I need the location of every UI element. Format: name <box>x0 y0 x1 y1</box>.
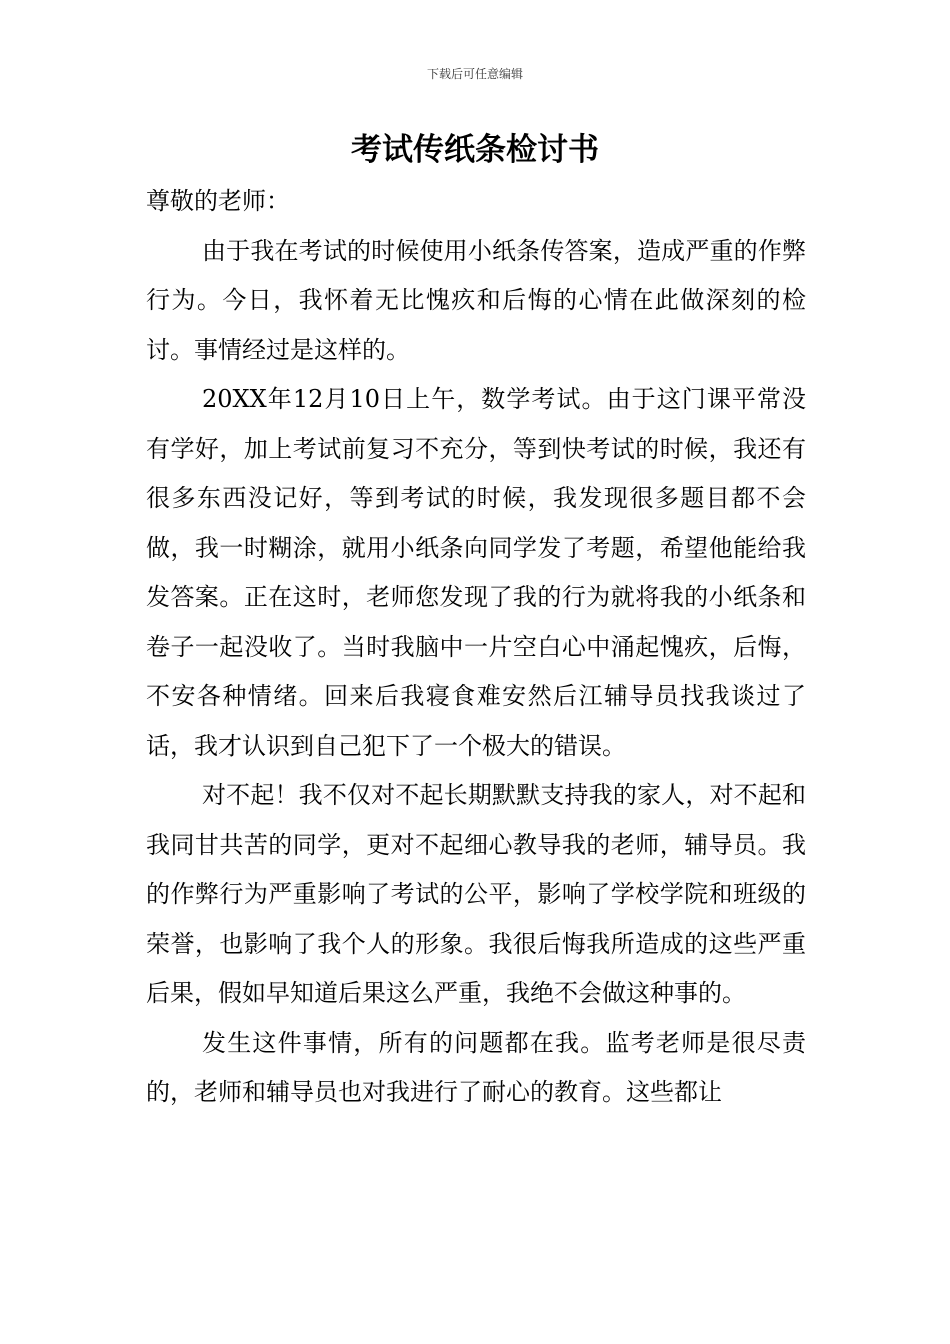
salutation: 尊敬的老师： <box>146 187 290 215</box>
paragraph-2: 20XX年12月10日上午，数学考试。由于这门课平常没有学好，加上考试前复习不充分，等到快考试的时候，我还有很多东西没记好，等到考试的时候，我发现很多题目都不会做，我一时糊涂，就用小纸条向同学发了考题，希望他能给我发答案。正在这时，老师您发现了我的行为就将我的小纸条和卷子一起没收了。当时我脑中一片空白心中涌起愧疚，后悔，不安各种情绪。回来后我寝食难安然后江辅导员找我谈过了话，我才认识到自己犯下了一个极大的错误。 <box>146 385 806 760</box>
document-title: 考试传纸条检讨书 <box>351 132 599 168</box>
paragraph-3: 对不起！我不仅对不起长期默默支持我的家人，对不起和我同甘共苦的同学，更对不起细心教导我的老师，辅导员。我的作弊行为严重影响了考试的公平，影响了学校学院和班级的荣誉，也影响了我个人的形象。我很后悔我所造成的这些严重后果，假如早知道后果这么严重，我绝不会做这种事的。 <box>146 781 806 1007</box>
paragraph-4: 发生这件事情，所有的问题都在我。监考老师是很尽责的，老师和辅导员也对我进行了耐心的教育。这些都让 <box>146 1028 806 1106</box>
paragraph-1: 由于我在考试的时候使用小纸条传答案，造成严重的作弊行为。今日，我怀着无比愧疚和后悔的心情在此做深刻的检讨。事情经过是这样的。 <box>146 236 806 364</box>
page-header-note: 下载后可任意编辑 <box>426 67 523 81</box>
document-body <box>146 177 806 1118</box>
